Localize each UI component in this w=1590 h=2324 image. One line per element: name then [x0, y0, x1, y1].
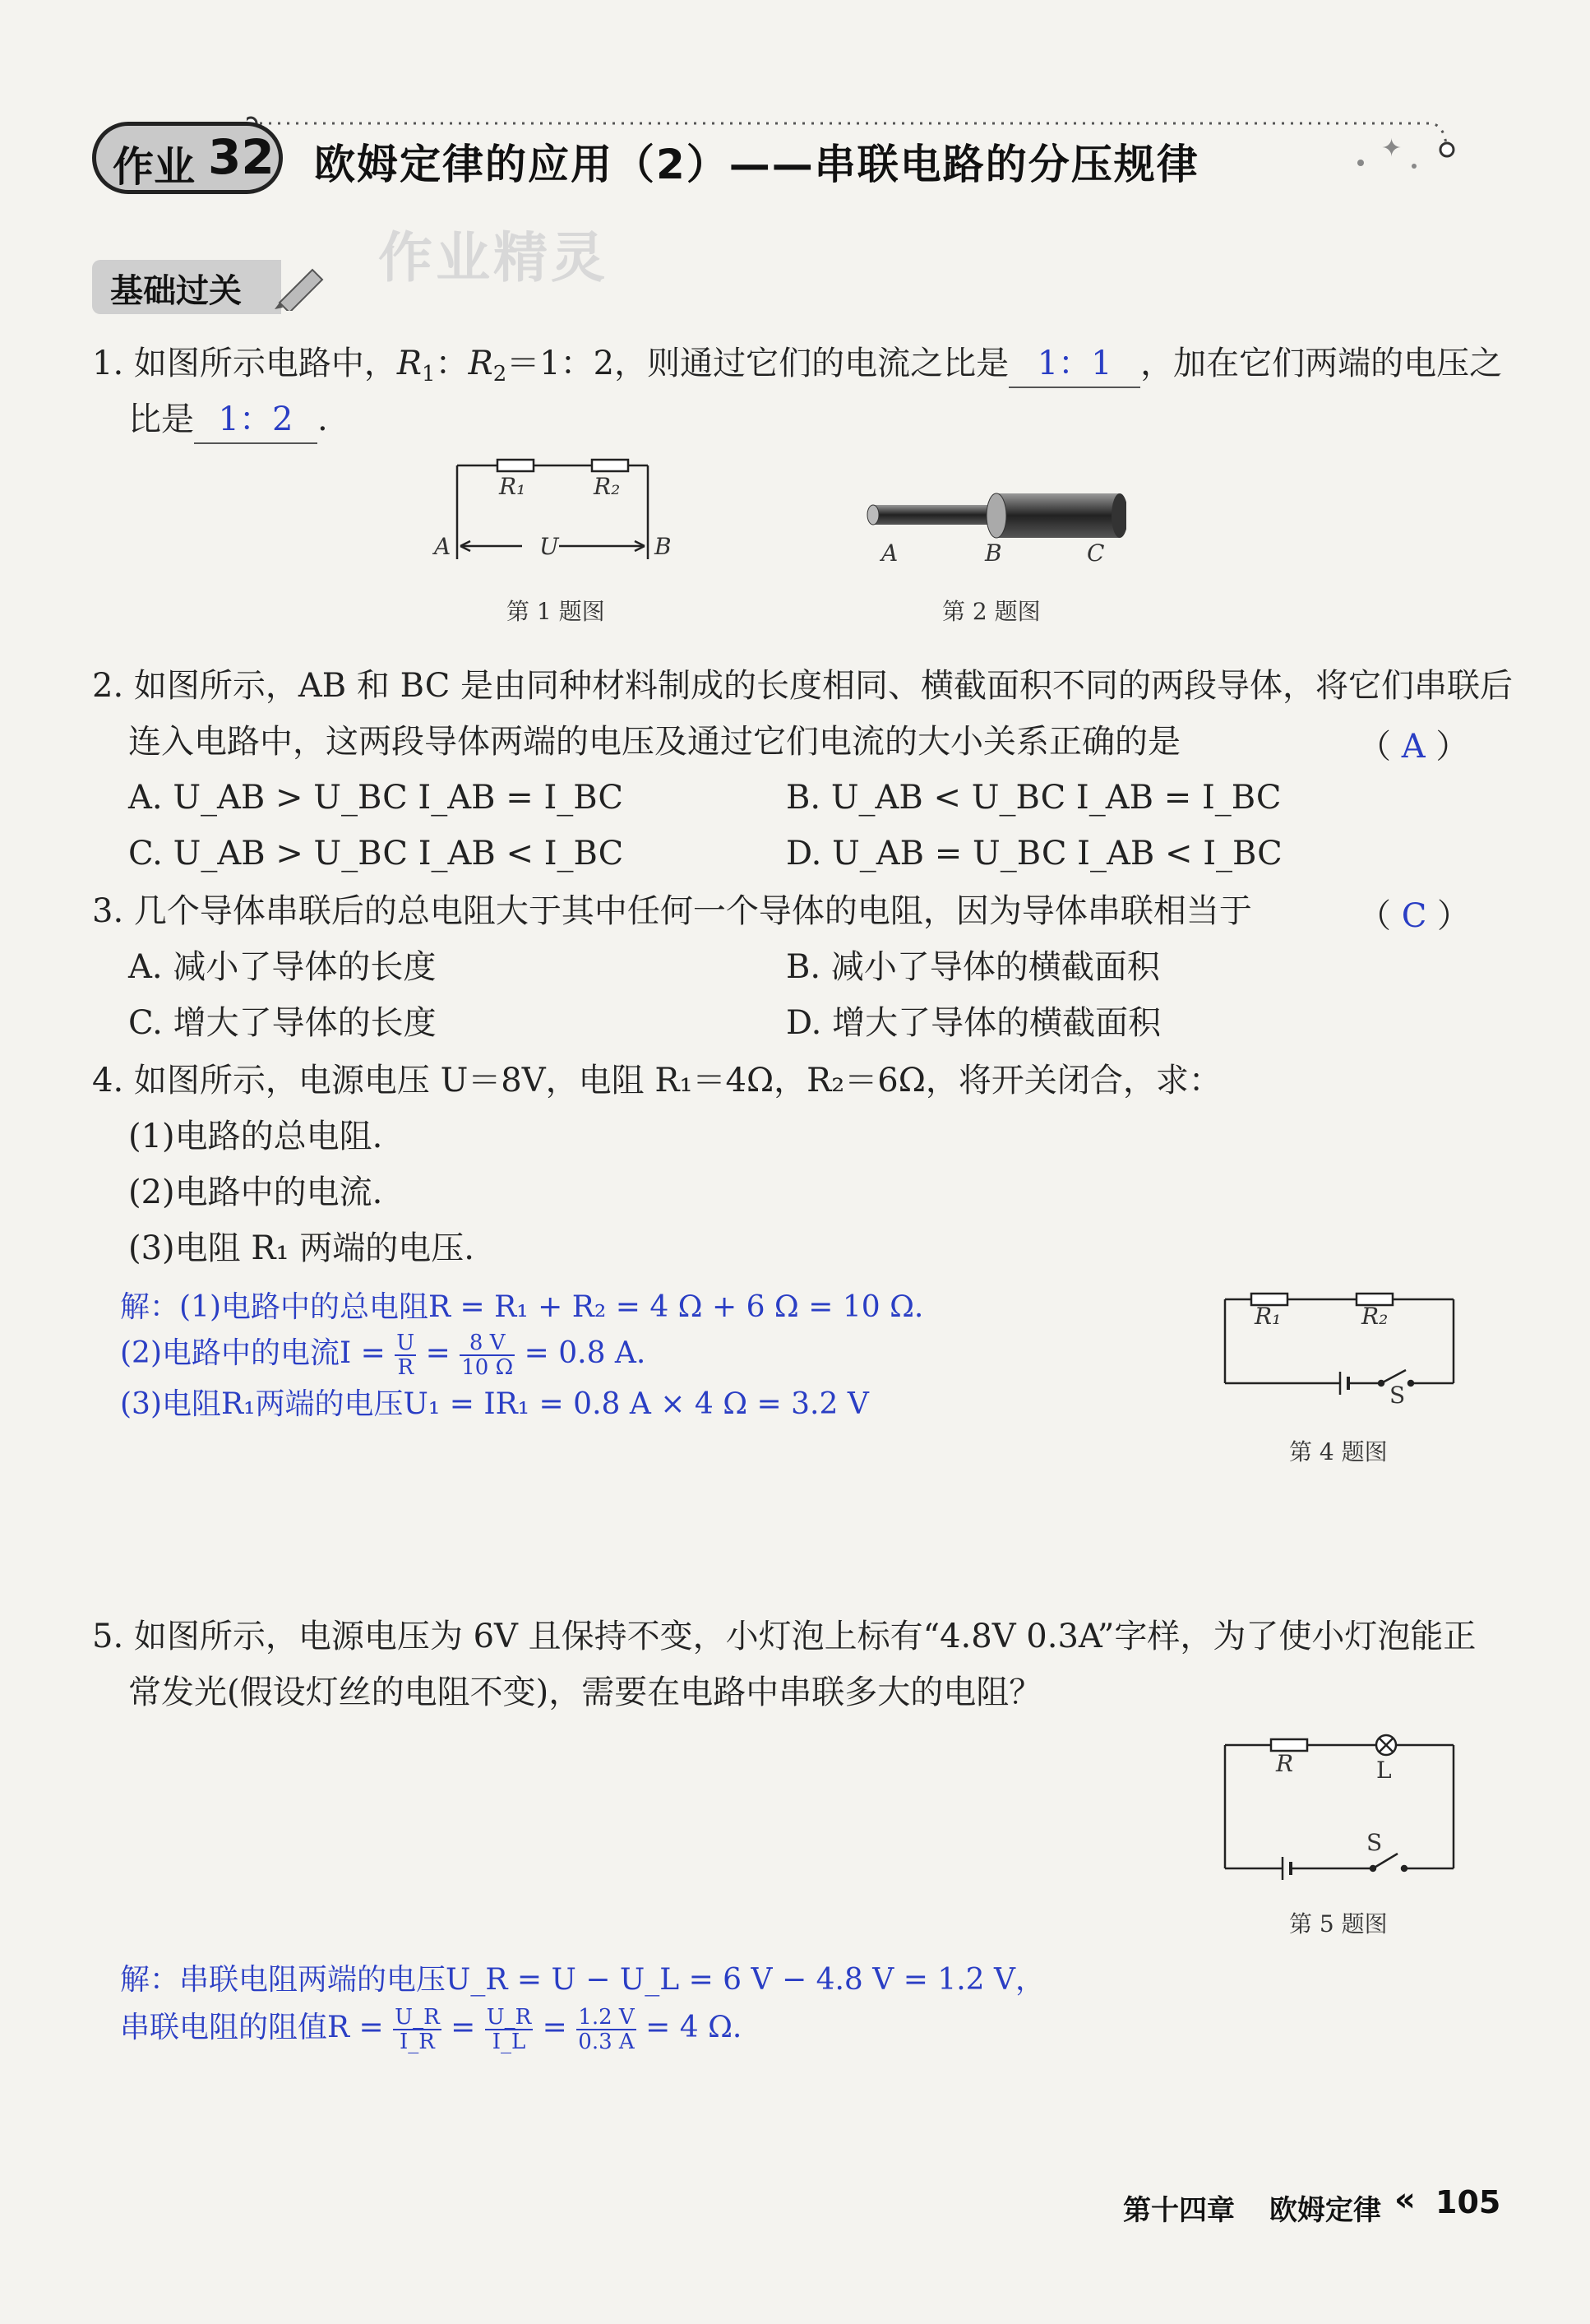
q1-r2-sub: 2: [492, 362, 507, 387]
q5-frac2-num: U_R: [486, 2005, 532, 2030]
q4-sol2-text: (2)电路中的电流I =: [120, 1336, 395, 1370]
svg-text:✦: ✦: [1381, 134, 1403, 163]
q1-text-c: ，加在它们两端的电压之: [1140, 345, 1503, 382]
q1-r1: R: [396, 345, 423, 382]
q4-sub1: (1)电路的总电阻.: [128, 1118, 383, 1155]
q4-frac1-den: R: [397, 1355, 414, 1380]
q2-option-a[interactable]: A. U_AB > U_BC I_AB = I_BC: [128, 779, 623, 817]
fig4-label-s: S: [1389, 1382, 1406, 1409]
fig2-label-b: B: [985, 539, 1002, 567]
q3-option-b[interactable]: B. 减小了导体的横截面积: [786, 948, 1160, 986]
q5-frac1-den: I_R: [399, 2030, 435, 2054]
q2-option-d[interactable]: D. U_AB = U_BC I_AB < I_BC: [786, 835, 1283, 873]
fig2-label-c: C: [1087, 539, 1105, 567]
q5-sol2-post: = 4 Ω.: [636, 2011, 742, 2044]
q1-sep: ：: [435, 345, 469, 382]
assignment-badge: [92, 122, 283, 194]
q3-option-c[interactable]: C. 增大了导体的长度: [128, 1004, 437, 1042]
pencil-icon: [271, 262, 329, 311]
section-label: 基础过关: [110, 272, 242, 310]
q1-r2: R: [468, 345, 493, 382]
fig4-caption: 第 4 题图: [1289, 1438, 1388, 1465]
q5-solution-1: 解：串联电阻两端的电压U_R = U − U_L = 6 V − 4.8 V = 1.2 V，: [120, 1963, 1046, 1997]
q5-frac1-num: U_R: [395, 2005, 440, 2030]
q4-sol2-post: = 0.8 A.: [515, 1336, 646, 1370]
section-tag: [92, 260, 281, 314]
q4-solution-3: (3)电阻R₁两端的电压U₁ = IR₁ = 0.8 A × 4 Ω = 3.2 V: [120, 1387, 869, 1421]
q3-option-a[interactable]: A. 减小了导体的长度: [128, 948, 437, 986]
q4-frac2-den: 10 Ω: [461, 1355, 514, 1380]
figure-5-circuit: [1217, 1720, 1463, 1885]
fig5-label-s: S: [1366, 1829, 1383, 1856]
q4-frac1-num: U: [396, 1331, 415, 1355]
q4-sub2: (2)电路中的电流.: [128, 1174, 383, 1211]
q2-line1: 2. 如图所示，AB 和 BC 是由同种材料制成的长度相同、横截面积不同的两段导体，将它们串联后: [92, 667, 1514, 705]
q5-sol2-text: 串联电阻的阻值R =: [120, 2011, 394, 2044]
q1-text-e: .: [317, 400, 328, 438]
fig1-caption: 第 1 题图: [506, 598, 605, 625]
q2-option-c[interactable]: C. U_AB > U_BC I_AB < I_BC: [128, 835, 624, 873]
fig1-label-r1: R₁: [499, 473, 526, 500]
q4-solution-1: 解：(1)电路中的总电阻R = R₁ + R₂ = 4 Ω + 6 Ω = 10 Ω.: [120, 1290, 924, 1324]
q4-sub3: (3)电阻 R₁ 两端的电压.: [128, 1229, 474, 1267]
fig2-label-a: A: [881, 539, 899, 567]
footer-arrows-icon: «: [1394, 2181, 1416, 2219]
fig1-label-b: B: [654, 533, 672, 560]
q3-line1: 3. 几个导体串联后的总电阻大于其中任何一个导体的电阻，因为导体串联相当于: [92, 892, 1252, 930]
q3-answer-paren[interactable]: （ C ）: [1358, 897, 1471, 935]
q2-answer: A: [1401, 728, 1426, 766]
q1-line1: [92, 340, 1502, 397]
q1-line2: [128, 396, 328, 444]
figure-1-circuit: [428, 451, 691, 574]
figure-4-circuit: [1217, 1283, 1463, 1406]
q4-line1: 4. 如图所示，电源电压 U＝8V，电阻 R₁＝4Ω，R₂＝6Ω，将开关闭合，求：: [92, 1062, 1222, 1100]
q4-solution-2: [120, 1331, 645, 1379]
q4-frac2-num: 8 V: [460, 1331, 515, 1356]
q5-solution-2: [120, 2005, 742, 2053]
q1-answer1[interactable]: 1：1: [1009, 340, 1140, 388]
fig4-label-r1: R₁: [1255, 1303, 1282, 1330]
footer-topic: 欧姆定律: [1269, 2194, 1381, 2227]
fig1-label-a: A: [434, 533, 451, 560]
fig1-label-u: U: [539, 533, 559, 560]
fig5-caption: 第 5 题图: [1289, 1910, 1388, 1937]
q1-text-a: 1. 如图所示电路中，: [92, 345, 397, 382]
page-number: 105: [1435, 2184, 1501, 2220]
q4-sol2-eq: =: [416, 1336, 460, 1370]
q1-text-b: ＝1：2，则通过它们的电流之比是: [506, 345, 1010, 382]
q5-frac2-den: I_L: [492, 2030, 526, 2054]
q5-frac3-den: 0.3 A: [578, 2030, 635, 2054]
q3-option-d[interactable]: D. 增大了导体的横截面积: [786, 1004, 1162, 1042]
fig4-label-r2: R₂: [1361, 1303, 1389, 1330]
fig2-caption: 第 2 题图: [942, 598, 1041, 625]
watermark: 作业精灵: [378, 226, 608, 289]
q5-line2: 常发光(假设灯丝的电阻不变)，需要在电路中串联多大的电阻？: [128, 1674, 1042, 1711]
q1-r1-sub: 1: [422, 362, 436, 387]
q5-frac3-num: 1.2 V: [578, 2005, 635, 2030]
q3-answer: C: [1401, 897, 1427, 935]
q5-eq2: =: [533, 2011, 577, 2044]
fig1-label-r2: R₂: [594, 473, 621, 500]
q1-text-d: 比是: [128, 400, 194, 438]
q2-answer-paren[interactable]: （ A ）: [1358, 728, 1469, 766]
page-title: 欧姆定律的应用（2）——串联电路的分压规律: [314, 141, 1199, 188]
badge-word: 作业: [113, 143, 195, 191]
footer-chapter: 第十四章: [1123, 2194, 1235, 2227]
q2-line2: 连入电路中，这两段导体两端的电压及通过它们电流的大小关系正确的是: [128, 723, 1181, 761]
fig5-label-r: R: [1276, 1750, 1294, 1777]
q2-option-b[interactable]: B. U_AB < U_BC I_AB = I_BC: [786, 779, 1282, 817]
q1-answer2[interactable]: 1：2: [194, 396, 317, 444]
q5-line1: 5. 如图所示，电源电压为 6V 且保持不变，小灯泡上标有“4.8V 0.3A”字样，为了使小灯泡能正: [92, 1618, 1477, 1655]
fig5-label-l: L: [1376, 1757, 1392, 1784]
badge-number: 32: [208, 129, 275, 185]
q5-eq1: =: [441, 2011, 485, 2044]
